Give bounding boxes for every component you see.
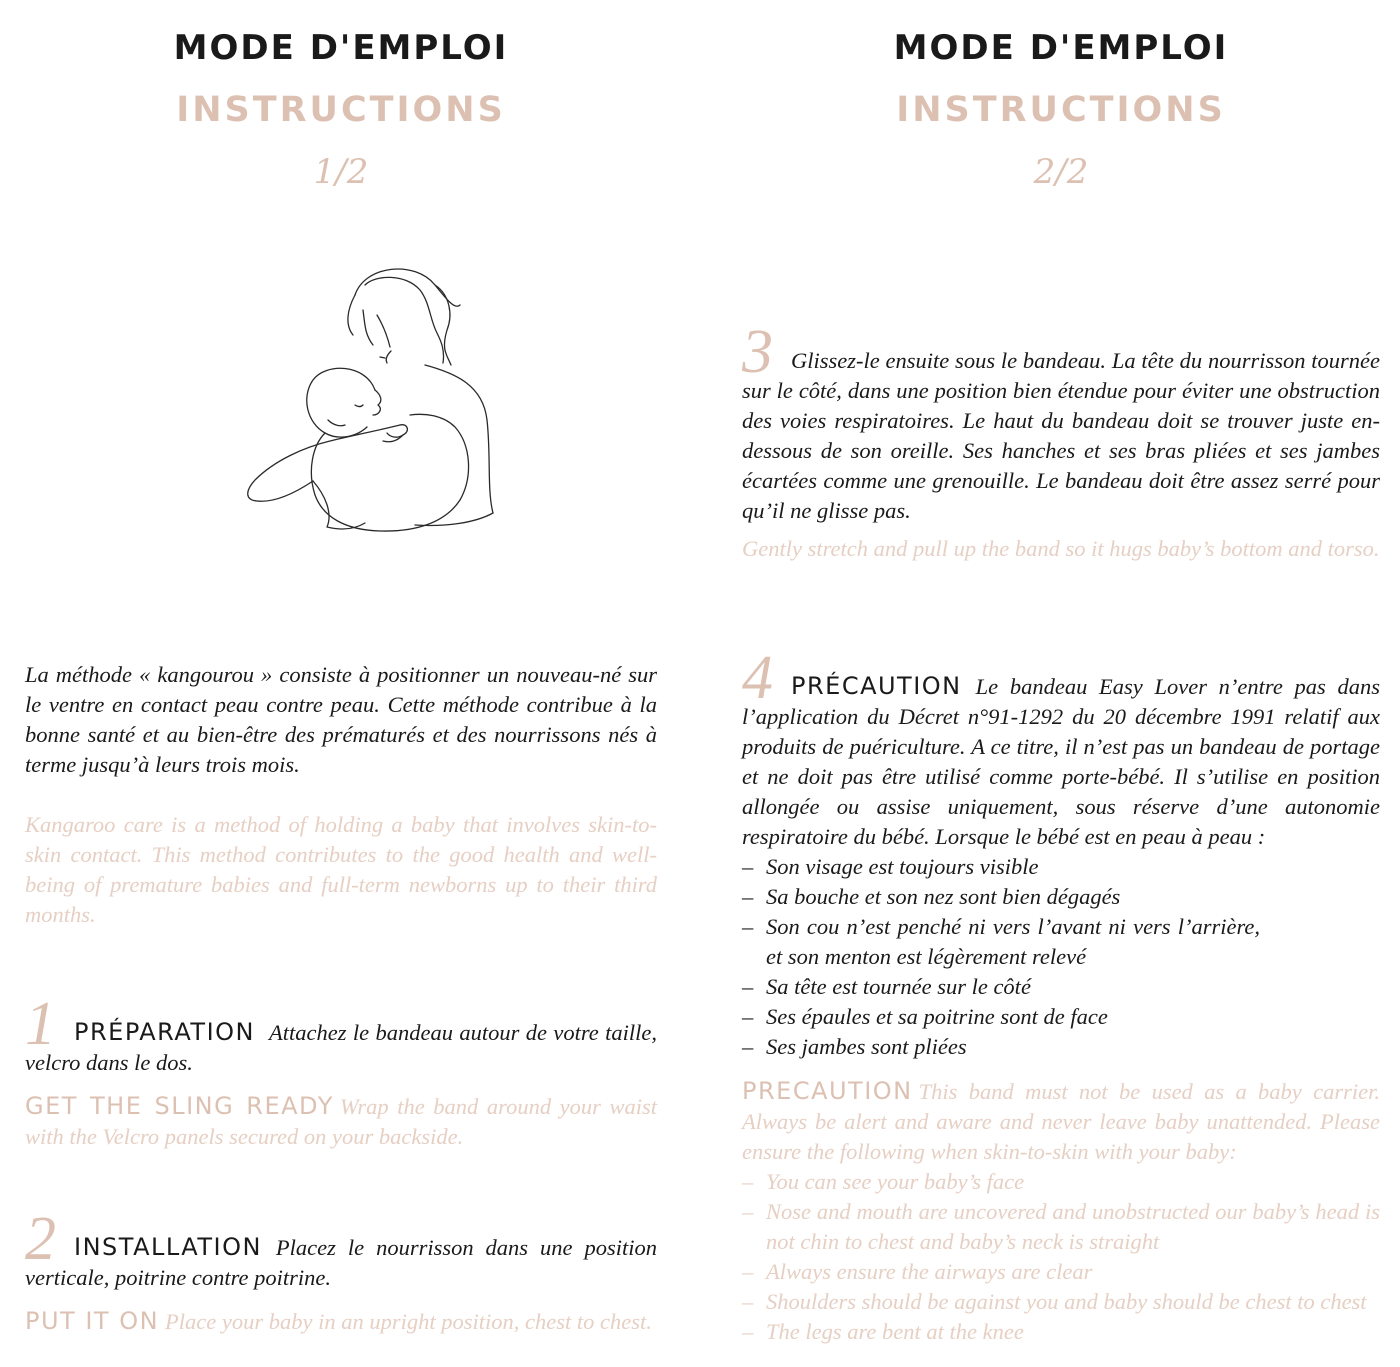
intro-french: La méthode « kangourou » consiste à positionner un nouveau-né sur le ventre en contact peau contre peau. Cette méthode contribue à la bonne santé et au bien-être des prématurés et des nourrissons nés à terme jusqu’à leurs trois mois. — [25, 662, 657, 777]
intro-section — [25, 660, 657, 930]
page-title: MODE D'EMPLOI — [173, 28, 509, 68]
list-item: – Son cou n’est penché ni vers l’avant ni vers l’arrière, et son menton est légèrement relevé — [742, 912, 1380, 972]
mother-baby-illustration — [215, 255, 505, 554]
step-text-fr: Placez le nourrisson dans une position verticale, poitrine contre poitrine. — [25, 1235, 657, 1290]
page-subtitle: INSTRUCTIONS — [896, 90, 1226, 130]
step-4 — [742, 644, 1380, 1347]
page-number: 1/2 — [313, 152, 369, 192]
step-text-en: Place your baby in an upright position, chest to chest. — [165, 1309, 652, 1334]
step-number: 2 — [25, 1205, 56, 1273]
step-number: 4 — [742, 644, 773, 712]
intro-english: Kangaroo care is a method of holding a baby that involves skin-to-skin contact. This method contributes to the good health and well-being of premature babies and full-term newborns up to their third months. — [25, 812, 657, 927]
list-item: – Always ensure the airways are clear — [742, 1257, 1380, 1287]
step-heading-fr: PRÉCAUTION — [791, 672, 962, 700]
step-3 — [742, 318, 1380, 564]
list-item: – The legs are bent at the knee — [742, 1317, 1380, 1347]
step-text-fr: Glissez-le ensuite sous le bandeau. La tête du nourrisson tournée sur le côté, dans une position bien étendue pour éviter une obstruction des voies respiratoires. Le haut du bandeau doit se trouver juste en-dessous de son oreille. Ses hanches et ses bras pliées et ses jambes écartées comme une grenouille. Le bandeau doit être assez serré pour qu’il ne glisse pas. — [742, 348, 1380, 523]
list-item: – Shoulders should be against you and baby should be chest to chest — [742, 1287, 1380, 1317]
step-heading-fr: PRÉPARATION — [74, 1018, 256, 1046]
step-1 — [25, 990, 657, 1152]
list-item: – Sa bouche et son nez sont bien dégagés — [742, 882, 1380, 912]
page-subtitle: INSTRUCTIONS — [176, 90, 506, 130]
page-number: 2/2 — [1033, 152, 1089, 192]
list-item: – Nose and mouth are uncovered and unobstructed our baby’s head is not chin to chest and baby’s neck is straight — [742, 1197, 1380, 1257]
precaution-list-en — [742, 1167, 1380, 1347]
step-heading-fr: INSTALLATION — [74, 1233, 262, 1261]
step-heading-en: PUT IT ON — [25, 1307, 160, 1335]
step-heading-en: GET THE SLING READY — [25, 1092, 334, 1120]
step-number: 1 — [25, 990, 56, 1058]
list-item: – You can see your baby’s face — [742, 1167, 1380, 1197]
page-title: MODE D'EMPLOI — [893, 28, 1229, 68]
step-text-fr: Le bandeau Easy Lover n’entre pas dans l’application du Décret n°91-1292 du 20 décembre 1991 relatif aux produits de puériculture. A ce titre, il n’est pas un bandeau de portage et ne doit pas être utilisé comme porte-bébé. Il s’utilise en position allongée ou assise uniquement, sous réserve d’une autonomie respiratoire du bébé. Lorsque le bébé est en peau à peau : — [742, 674, 1380, 849]
step-2 — [25, 1205, 657, 1337]
list-item: – Ses jambes sont pliées — [742, 1032, 1380, 1062]
step-number: 3 — [742, 318, 773, 386]
step-text-en: This band must not be used as a baby carrier. Always be alert and aware and never leave baby unattended. Please ensure the following when skin-to-skin with your baby: — [742, 1079, 1380, 1164]
list-item: – Ses épaules et sa poitrine sont de face — [742, 1002, 1380, 1032]
list-item: – Sa tête est tournée sur le côté — [742, 972, 1380, 1002]
precaution-list-fr — [742, 852, 1380, 1062]
list-item: – Son visage est toujours visible — [742, 852, 1380, 882]
step-text-fr: Attachez le bandeau autour de votre taille, velcro dans le dos. — [25, 1020, 657, 1075]
step-text-en: Gently stretch and pull up the band so it hugs baby’s bottom and torso. — [742, 536, 1380, 561]
step-text-en: Wrap the band around your waist with the Velcro panels secured on your backside. — [25, 1094, 657, 1149]
step-heading-en: PRECAUTION — [742, 1077, 913, 1105]
